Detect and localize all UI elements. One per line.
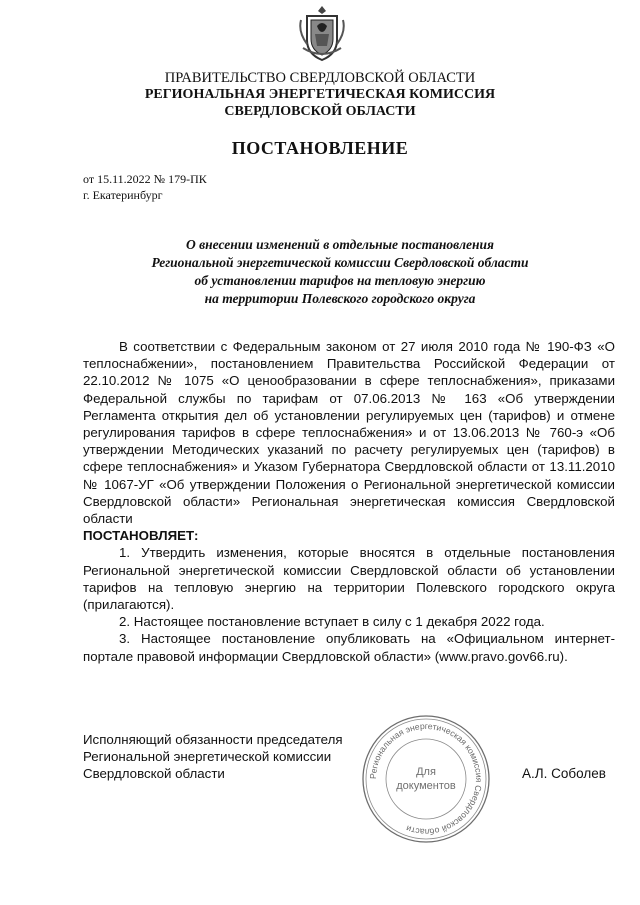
resolution-item: 1. Утвердить изменения, которые вносятся в отдельные постановления Региональной энергетической комиссии Свердловской области об установлении тарифов на тепловую энергию на территории Полевского городского округа (прилагаются). — [83, 545, 615, 613]
resolves-heading: ПОСТАНОВЛЯЕТ: — [83, 528, 199, 544]
svg-text:Региональная энергетическая ко — [368, 721, 484, 837]
stamp-ring-text: Региональная энергетическая комиссия Свердловской области — [367, 720, 485, 838]
resolution-item: 3. Настоящее постановление опубликовать на «Официальном интернет-портале правовой информации Свердловской области» (www.pravo.gov66.ru). — [83, 631, 615, 664]
document-type-title: ПОСТАНОВЛЕНИЕ — [231, 138, 409, 158]
subject-line: О внесении изменений в отдельные постановления — [185, 237, 495, 252]
coat-of-arms-emblem — [297, 4, 347, 62]
official-stamp — [360, 713, 492, 845]
signatory-name: А.Л. Соболев — [522, 766, 606, 781]
signatory-region: Свердловской области — [83, 766, 225, 781]
stamp-center-line1: Для — [416, 766, 436, 778]
stamp-center-line2: документов — [396, 780, 456, 792]
resolution-item: 2. Настоящее постановление вступает в силу с 1 декабря 2022 года. — [119, 614, 545, 630]
signatory-organization: Региональной энергетической комиссии — [83, 749, 332, 764]
subject-line: Региональной энергетической комиссии Свердловской области — [151, 255, 529, 270]
document-city: г. Екатеринбург — [83, 188, 163, 202]
government-name: ПРАВИТЕЛЬСТВО СВЕРДЛОВСКОЙ ОБЛАСТИ — [164, 70, 476, 86]
preamble-paragraph: В соответствии с Федеральным законом от 27 июля 2010 года № 190-ФЗ «О теплоснабжении», постановлением Правительства Российской Федерации от 22.10.2012 № 1075 «О ценообразовании в сфере теплоснабжения», приказами Федеральной службы по тарифам от 07.06.2013 № 163 «Об утверждении Регламента открытия дел об установлении регулируемых цен (тарифов) и отмене регулирования тарифов в сфере теплоснабжения» и от 13.06.2013 № 760-э «Об утверждении Методических указаний по расчету регулируемых цен (тарифов) в сфере теплоснабжения» и Указом Губернатора Свердловской области от 13.11.2010 № 1067-УГ «Об утверждении Положения о Региональной энергетической комиссии Свердловской области» Региональная энергетическая комиссия Свердловской области — [83, 339, 615, 527]
commission-region: СВЕРДЛОВСКОЙ ОБЛАСТИ — [224, 104, 416, 119]
document-body — [83, 338, 615, 665]
subject-line: об установлении тарифов на тепловую энергию — [194, 273, 486, 288]
signatory-title: Исполняющий обязанности председателя — [83, 732, 343, 747]
document-date-number: от 15.11.2022 № 179-ПК — [83, 172, 207, 186]
commission-name: РЕГИОНАЛЬНАЯ ЭНЕРГЕТИЧЕСКАЯ КОМИССИЯ — [144, 87, 496, 102]
subject-line: на территории Полевского городского округа — [204, 291, 476, 306]
